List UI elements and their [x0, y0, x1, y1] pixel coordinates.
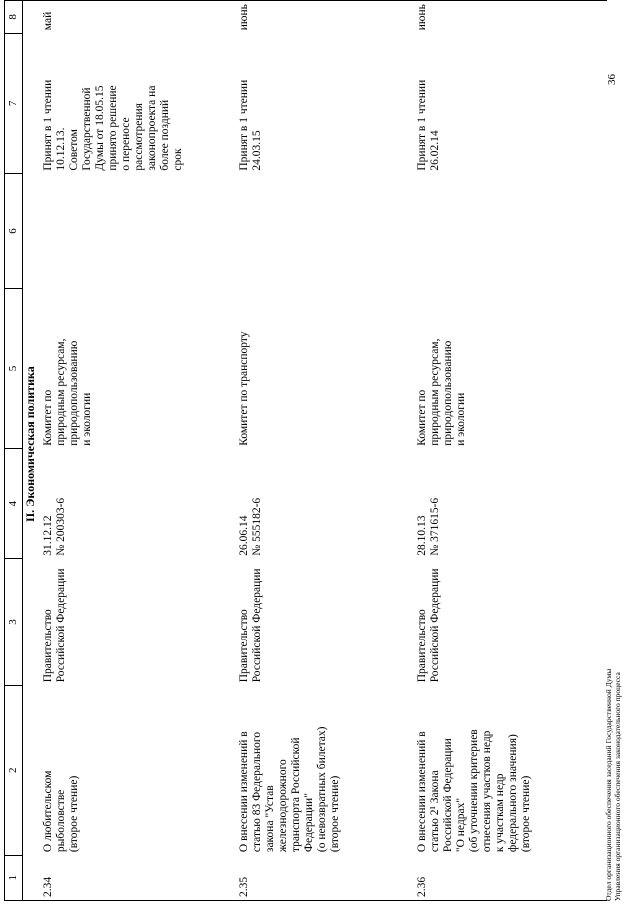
cell-line: Российской Федерации — [442, 738, 454, 853]
cell-line: (второе чтение) — [520, 775, 532, 853]
section-title: II. Экономическая политика — [23, 366, 37, 523]
header-cell: 6 — [5, 174, 23, 289]
cell-line: принято решение — [107, 85, 119, 171]
cell-committee — [37, 288, 233, 448]
cell-line: Комитет по — [42, 389, 54, 446]
cell-line: природным ресурсам, — [429, 338, 441, 446]
cell-line: природопользованию — [442, 340, 454, 446]
footer-line: Отдел организационного обеспечения заседаний Государственной Думы — [604, 668, 613, 901]
cell-line: статью 2¹ Закона — [429, 770, 441, 853]
cell-line: Принят в 1 чтении — [416, 79, 428, 171]
cell-line: природным ресурсам, — [55, 338, 67, 446]
cell-num: 2.35 — [233, 855, 411, 900]
cell-line: (о невозвратных билетах) — [316, 726, 328, 853]
cell-line: Принят в 1 чтении — [42, 79, 54, 171]
cell-line: отнесения участков недр — [481, 730, 493, 853]
cell-line: 26.06.14 — [238, 515, 250, 556]
cell-line: закона "Устав — [264, 785, 276, 853]
cell-line: Комитет по — [416, 389, 428, 446]
cell-line: природопользованию — [68, 340, 80, 446]
cell-line: О внесении изменений в — [416, 731, 428, 853]
cell-line: 24.03.15 — [251, 130, 263, 171]
cell-line: № 555182-6 — [251, 497, 263, 556]
header-cell: 8 — [5, 1, 23, 34]
cell-month: июнь — [233, 1, 411, 34]
cell-reg — [233, 449, 411, 559]
footer-line: Управления организационного обеспечения законодательного процесса — [613, 672, 622, 901]
cell-line: № 200303-6 — [55, 497, 67, 556]
cell-line: к участкам недр — [494, 773, 506, 853]
section-row — [23, 1, 38, 901]
legislation-table — [4, 0, 607, 901]
cell-status — [411, 33, 607, 173]
cell-line: Правительство — [238, 609, 250, 683]
cell-line: (второе чтение) — [329, 775, 341, 853]
cell-line: № 371615-6 — [429, 497, 441, 556]
cell-line: Государственной — [81, 87, 93, 171]
cell-line: 31.12.12 — [42, 515, 54, 556]
cell-reg — [37, 449, 233, 559]
cell-line: срок — [172, 148, 184, 171]
table-row — [233, 1, 411, 901]
cell-title — [37, 685, 233, 855]
cell-line: рыболовстве — [55, 789, 67, 853]
cell-line: транспорта Российской — [290, 737, 302, 853]
cell-line: Советом — [68, 129, 80, 171]
cell-author — [233, 559, 411, 686]
cell-line: и экологии — [81, 392, 93, 446]
cell-status — [37, 33, 233, 173]
cell-month: май — [37, 1, 233, 34]
cell-author — [411, 559, 607, 686]
cell-author — [37, 559, 233, 686]
cell-line: 26.02.14 — [429, 130, 441, 171]
cell-line: Комитет по транспорту — [238, 331, 250, 446]
header-cell: 7 — [5, 33, 23, 173]
cell-c6 — [37, 174, 233, 289]
cell-num: 2.34 — [37, 855, 233, 900]
cell-line: Федерации" — [303, 793, 315, 853]
cell-status — [233, 33, 411, 173]
cell-line: Российской Федерации — [55, 568, 67, 683]
cell-line: федерального значения) — [507, 734, 519, 853]
cell-line: О любительском — [42, 770, 54, 853]
cell-committee — [411, 288, 607, 448]
cell-line: О внесении изменений в — [238, 731, 250, 853]
cell-title — [233, 685, 411, 855]
cell-line: "О недрах" — [455, 797, 467, 853]
header-cell: 4 — [5, 449, 23, 559]
cell-line: (второе чтение) — [68, 775, 80, 853]
table-row — [37, 1, 233, 901]
header-cell: 2 — [5, 685, 23, 855]
cell-num: 2.36 — [411, 855, 607, 900]
cell-line: 28.10.13 — [416, 515, 428, 556]
footer-text — [604, 669, 622, 901]
cell-title — [411, 685, 607, 855]
header-cell: 1 — [5, 855, 23, 900]
cell-line: Принят в 1 чтении — [238, 79, 250, 171]
cell-line: статью 83 Федерального — [251, 731, 263, 853]
header-row — [5, 1, 23, 901]
cell-line: Правительство — [42, 609, 54, 683]
cell-committee — [233, 288, 411, 448]
cell-line: Российской Федерации — [429, 568, 441, 683]
cell-line: железнодорожного — [277, 759, 289, 853]
cell-month: июнь — [411, 1, 607, 34]
header-cell: 5 — [5, 288, 23, 448]
page-number: 36 — [606, 74, 618, 85]
cell-line: о переносе — [120, 117, 132, 171]
cell-line: Российской Федерации — [251, 568, 263, 683]
cell-c6 — [411, 174, 607, 289]
table-row — [411, 1, 607, 901]
cell-line: (об уточнении критериев — [468, 729, 480, 853]
cell-line: Думы от 18.05.15 — [94, 85, 106, 171]
cell-line: более поздний — [159, 99, 171, 171]
cell-line: и экологии — [455, 392, 467, 446]
cell-line: рассмотрения — [133, 103, 145, 171]
cell-line: законопроекта на — [146, 85, 158, 171]
cell-line: 10.12.13. — [55, 127, 67, 171]
cell-line: Правительство — [416, 609, 428, 683]
cell-reg — [411, 449, 607, 559]
header-cell: 3 — [5, 559, 23, 686]
cell-c6 — [233, 174, 411, 289]
